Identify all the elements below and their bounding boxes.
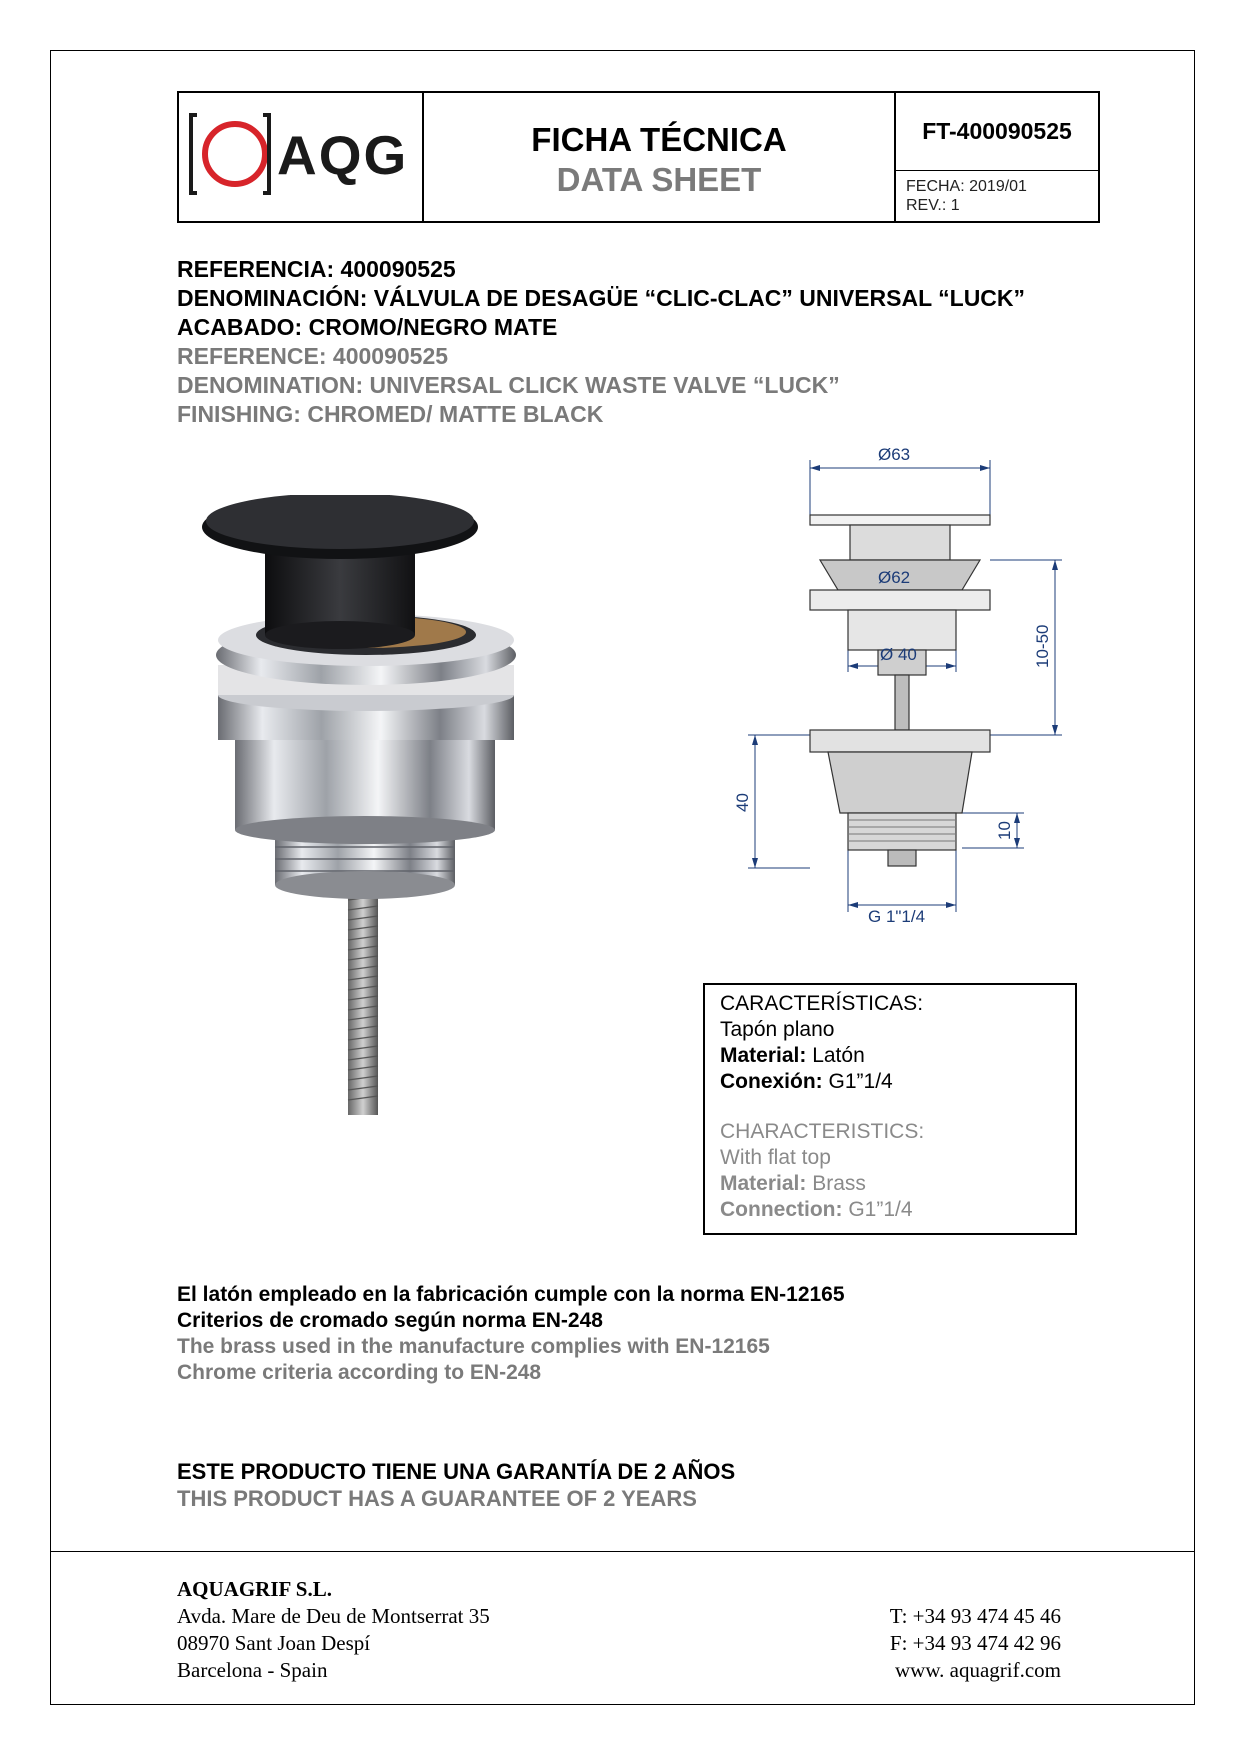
- website-link[interactable]: www. aquagrif.com: [894, 1658, 1061, 1682]
- characteristics-item-en: With flat top: [720, 1146, 831, 1169]
- document-header: [177, 91, 1100, 223]
- connection-value-es: G1”1/4: [822, 1070, 893, 1093]
- reference-block: [177, 255, 1025, 429]
- finishing-en: FINISHING: CHROMED/ MATTE BLACK: [177, 401, 604, 427]
- header-code-block: [896, 93, 1098, 221]
- guarantee-en: THIS PRODUCT HAS A GUARANTEE OF 2 YEARS: [177, 1486, 697, 1511]
- denomination-es: DENOMINACIÓN: VÁLVULA DE DESAGÜE “CLIC-CLAC” UNIVERSAL “LUCK”: [177, 285, 1026, 311]
- characteristics-item-es: Tapón plano: [720, 1018, 835, 1041]
- company-address: [177, 1576, 490, 1684]
- dim-height-10: 10: [995, 821, 1014, 840]
- material-value-es: Latón: [806, 1044, 865, 1067]
- characteristics-heading-en: CHARACTERISTICS:: [720, 1120, 925, 1143]
- company-contacts: [890, 1603, 1061, 1684]
- fax-number: F: +34 93 474 42 96: [889, 1631, 1061, 1655]
- reference-en: REFERENCE: 400090525: [177, 343, 449, 369]
- reference-es: REFERENCIA: 400090525: [177, 256, 456, 282]
- norm-brass-es: El latón empleado en la fabricación cumple con la norma EN-12165: [177, 1283, 845, 1306]
- company-name: AQUAGRIF S.L.: [177, 1577, 332, 1601]
- connection-row-en: [720, 1197, 1060, 1223]
- connection-label-es: Conexión:: [720, 1070, 823, 1093]
- guarantee-es: ESTE PRODUCTO TIENE UNA GARANTÍA DE 2 AÑOS: [177, 1459, 736, 1484]
- guarantee-block: [177, 1458, 735, 1512]
- material-row-es: [720, 1043, 1060, 1069]
- dim-height-40: 40: [733, 793, 752, 812]
- dim-diameter-40: Ø 40: [880, 645, 917, 664]
- dim-thread: G 1"1/4: [868, 907, 926, 926]
- norm-brass-en: The brass used in the manufacture complies with EN-12165: [177, 1335, 770, 1358]
- technical-drawing: [700, 430, 1080, 930]
- document-date: FECHA: 2019/01: [906, 178, 1027, 195]
- characteristics-box: [703, 983, 1077, 1235]
- norm-chrome-es: Criterios de cromado según norma EN-248: [177, 1309, 603, 1332]
- logo-text: AQG: [277, 124, 409, 186]
- dim-diameter-62: Ø62: [878, 568, 911, 587]
- connection-row-es: [720, 1069, 1060, 1095]
- address-line-3: Barcelona - Spain: [177, 1658, 328, 1682]
- connection-label-en: Connection:: [720, 1198, 843, 1221]
- address-line-2: 08970 Sant Joan Despí: [177, 1631, 371, 1655]
- company-logo: [179, 93, 424, 221]
- dim-diameter-63: Ø63: [878, 445, 911, 464]
- footer-divider: [50, 1551, 1195, 1552]
- denomination-en: DENOMINATION: UNIVERSAL CLICK WASTE VALVE “LUCK”: [177, 372, 840, 398]
- dim-height-10-50: 10-50: [1033, 624, 1052, 668]
- material-label-en: Material:: [720, 1172, 807, 1195]
- document-code: FT-400090525: [896, 93, 1098, 171]
- material-label-es: Material:: [720, 1044, 807, 1067]
- characteristics-heading-es: CARACTERÍSTICAS:: [720, 992, 924, 1015]
- document-revision: REV.: 1: [906, 197, 960, 214]
- norm-chrome-en: Chrome criteria according to EN-248: [177, 1361, 542, 1384]
- material-value-en: Brass: [806, 1172, 866, 1195]
- title-english: DATA SHEET: [556, 161, 762, 198]
- norms-block: [177, 1282, 845, 1386]
- address-line-1: Avda. Mare de Deu de Montserrat 35: [177, 1604, 490, 1628]
- title-spanish: FICHA TÉCNICA: [531, 121, 787, 158]
- document-meta: [896, 171, 1098, 221]
- material-row-en: [720, 1171, 1060, 1197]
- connection-value-en: G1”1/4: [842, 1198, 913, 1221]
- finishing-es: ACABADO: CROMO/NEGRO MATE: [177, 314, 558, 340]
- header-title: [424, 93, 896, 221]
- product-photo: [190, 495, 550, 1125]
- logo-bracket-right: [263, 113, 271, 195]
- phone-number: T: +34 93 474 45 46: [889, 1604, 1061, 1628]
